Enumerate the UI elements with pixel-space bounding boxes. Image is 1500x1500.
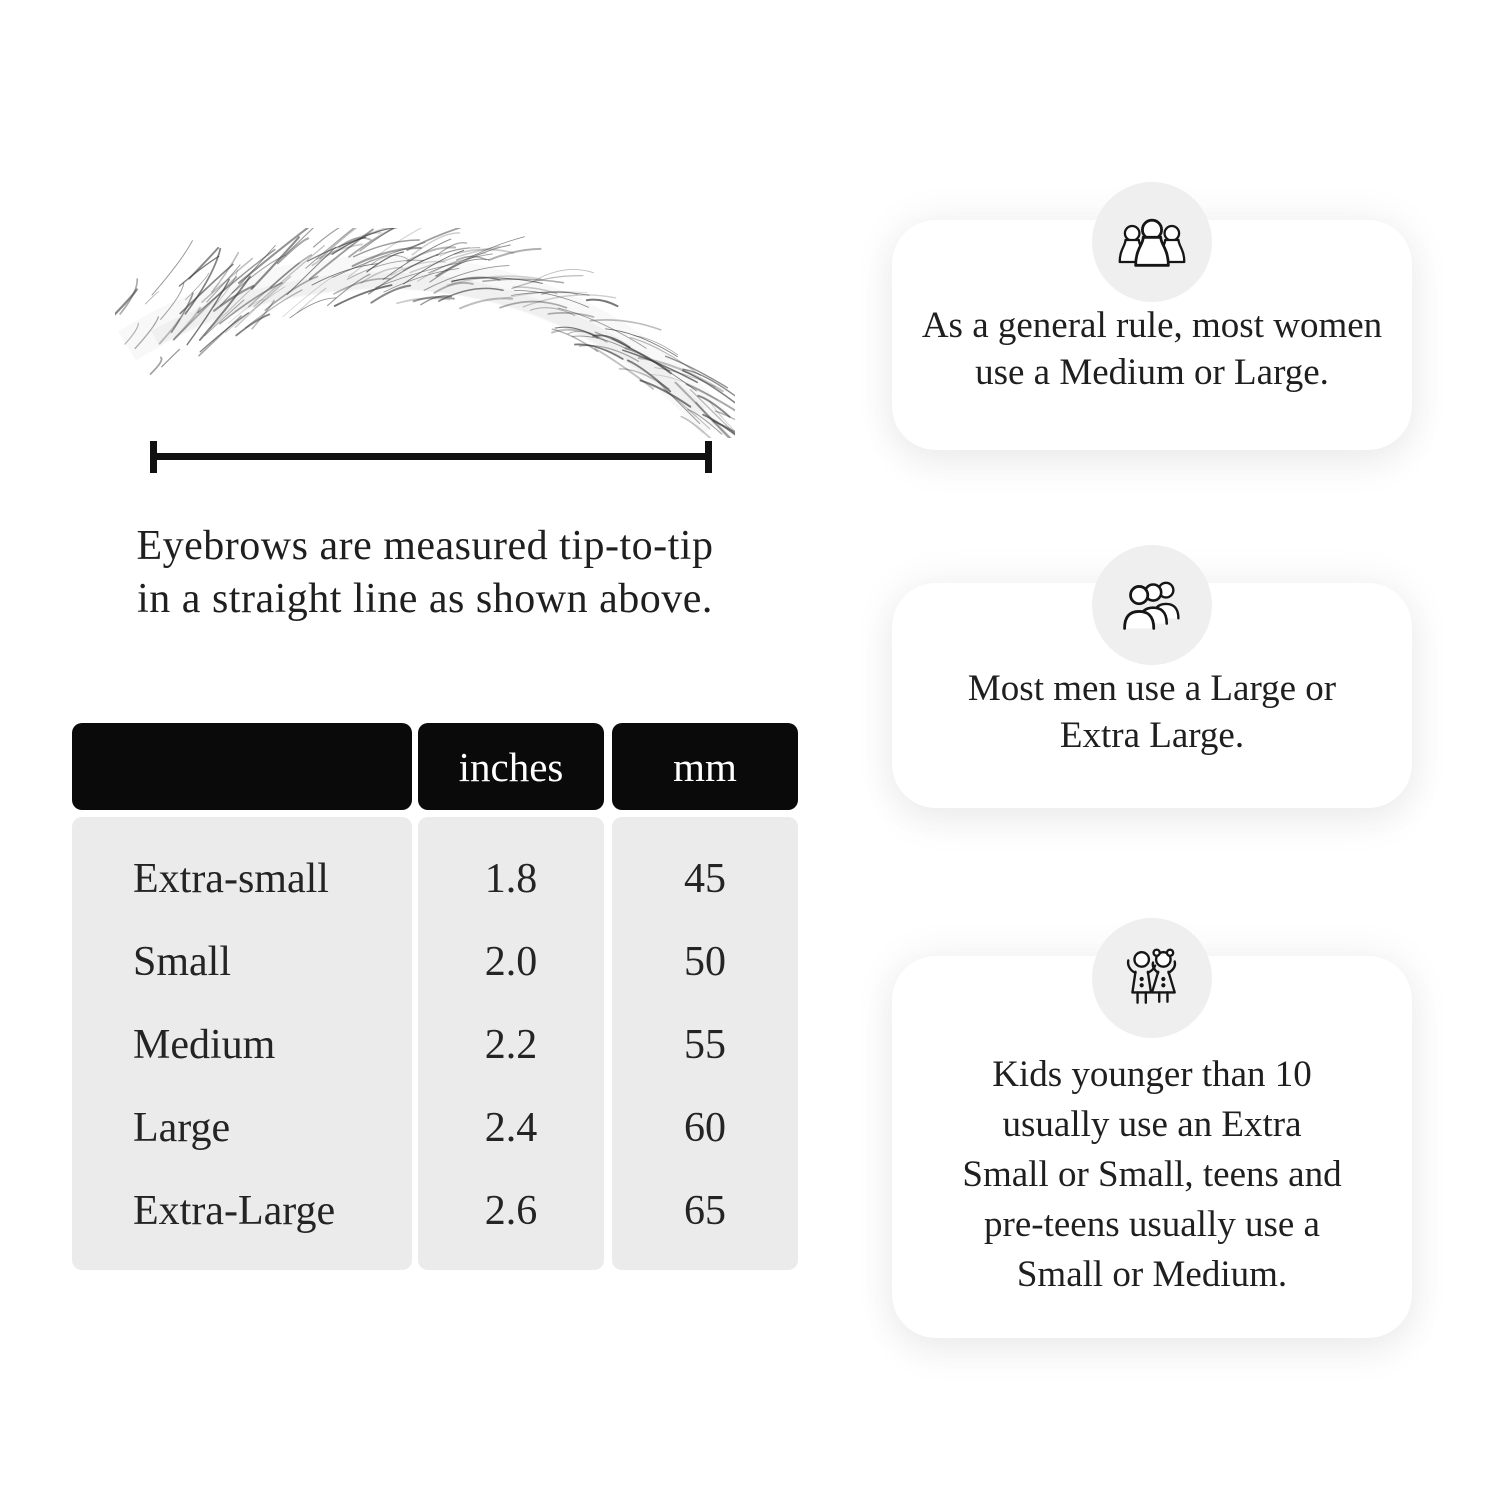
size-cell: Small	[133, 938, 232, 985]
card-text-line: use a Medium or Large.	[975, 352, 1329, 393]
women-group-icon	[1092, 182, 1212, 302]
mm-cell: 45	[684, 855, 726, 902]
measurement-tick-right	[705, 441, 712, 473]
size-cell: Extra-small	[133, 855, 329, 902]
card-text-line: Kids younger than 10	[992, 1054, 1312, 1095]
women-guideline-text	[906, 302, 1398, 396]
caption-line: in a straight line as shown above.	[137, 576, 713, 622]
card-text-line: Small or Medium.	[1016, 1254, 1288, 1295]
measurement-caption	[95, 520, 755, 626]
card-text-line: pre-teens usually use a	[984, 1204, 1320, 1245]
mm-cell: 55	[684, 1021, 726, 1068]
men-group-icon	[1092, 545, 1212, 665]
size-table-header-blank	[72, 723, 412, 810]
size-cell: Extra-Large	[133, 1187, 336, 1234]
size-table-column-mm	[612, 817, 798, 1270]
eyebrow-illustration	[115, 228, 735, 438]
size-table-header-mm: mm	[612, 723, 798, 810]
size-table-column-size	[72, 817, 412, 1270]
kids-icon	[1092, 918, 1212, 1038]
measurement-bar	[150, 453, 712, 460]
card-text-line: As a general rule, most women	[921, 305, 1383, 346]
size-table-column-inches	[418, 817, 604, 1270]
card-text-line: usually use an Extra	[1002, 1104, 1302, 1145]
caption-line: Eyebrows are measured tip-to-tip	[136, 523, 714, 569]
inches-cell: 2.2	[484, 1021, 538, 1068]
size-cell: Large	[133, 1104, 231, 1151]
kids-guideline-text	[906, 1050, 1398, 1300]
women-guideline-card	[892, 220, 1412, 450]
eyebrow-drawing	[115, 228, 735, 438]
size-table-header-inches: inches	[418, 723, 604, 810]
mm-cell: 60	[684, 1104, 726, 1151]
inches-cell: 2.6	[484, 1187, 538, 1234]
kids-guideline-card	[892, 956, 1412, 1338]
size-cell: Medium	[133, 1021, 276, 1068]
men-guideline-text	[906, 665, 1398, 759]
measurement-line	[150, 441, 712, 473]
card-text-line: Extra Large.	[1059, 715, 1245, 756]
inches-cell: 1.8	[484, 855, 538, 902]
card-text-line: Small or Small, teens and	[962, 1154, 1342, 1195]
inches-cell: 2.4	[484, 1104, 538, 1151]
card-text-line: Most men use a Large or	[967, 668, 1337, 709]
mm-cell: 50	[684, 938, 726, 985]
men-guideline-card	[892, 583, 1412, 808]
mm-cell: 65	[684, 1187, 726, 1234]
inches-cell: 2.0	[484, 938, 538, 985]
